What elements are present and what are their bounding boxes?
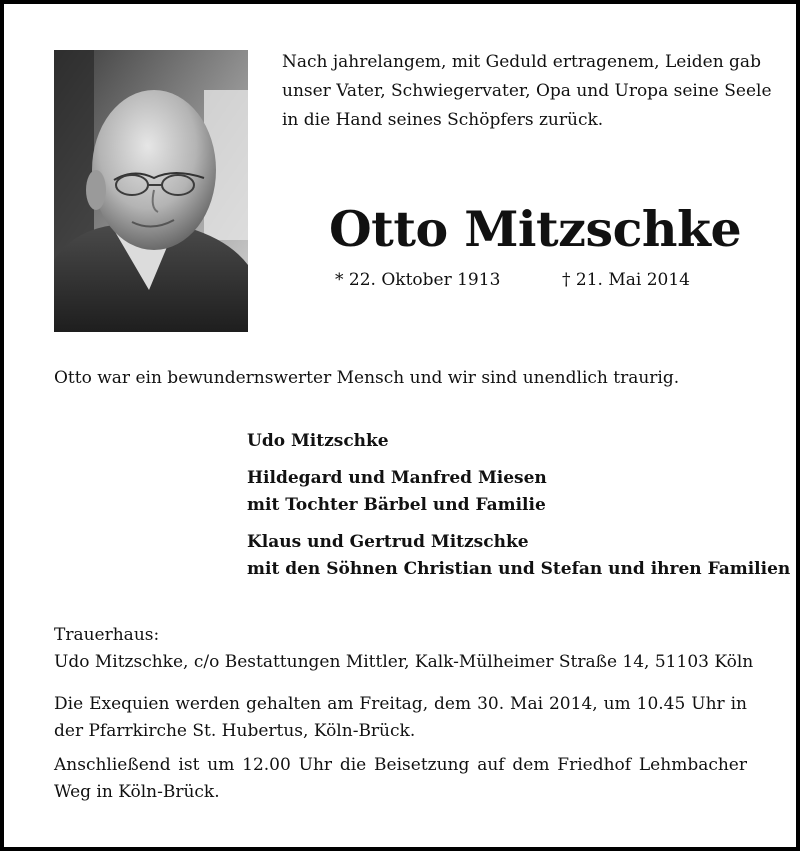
service-details (54, 691, 747, 813)
mourner-line: Udo Mitzschke (247, 431, 389, 451)
intro-text (282, 48, 772, 135)
mourner-line: mit Tochter Bärbel und Familie (247, 495, 546, 515)
mourner-line: Hildegard und Manfred Miesen (247, 468, 547, 488)
tribute-text: Otto war ein bewundernswerter Mensch und wir sind unendlich traurig. (54, 368, 680, 388)
mourner-group (247, 529, 790, 583)
mourning-house-address: Udo Mitzschke, c/o Bestattungen Mittler, Kalk-Mülheimer Straße 14, 51103 Köln (54, 652, 754, 672)
intro-line: unser Vater, Schwiegervater, Opa und Uropa seine Seele (282, 81, 772, 101)
burial-text: Anschließend ist um 12.00 Uhr die Beisetzung auf dem Friedhof Lehmbacher Weg in Köln-Brück. (54, 755, 747, 802)
exequies-text: Die Exequien werden gehalten am Freitag, dem 30. Mai 2014, um 10.45 Uhr in der Pfarrkirche St. Hubertus, Köln-Brück. (54, 694, 747, 741)
mourning-house-label: Trauerhaus: (54, 625, 160, 645)
mourners-list (247, 428, 790, 593)
intro-line: in die Hand seines Schöpfers zurück. (282, 110, 604, 130)
deceased-name: Otto Mitzschke (329, 200, 742, 258)
birth-date: * 22. Oktober 1913 (335, 270, 501, 290)
mourning-house (54, 622, 754, 676)
death-date: † 21. Mai 2014 (562, 270, 690, 290)
portrait-photo (54, 50, 248, 332)
mourner-group (247, 428, 790, 455)
intro-line: Nach jahrelangem, mit Geduld ertragenem, Leiden gab (282, 52, 761, 72)
mourner-group (247, 465, 790, 519)
mourner-line: mit den Söhnen Christian und Stefan und ihren Familien (247, 559, 791, 579)
mourner-line: Klaus und Gertrud Mitzschke (247, 532, 529, 552)
